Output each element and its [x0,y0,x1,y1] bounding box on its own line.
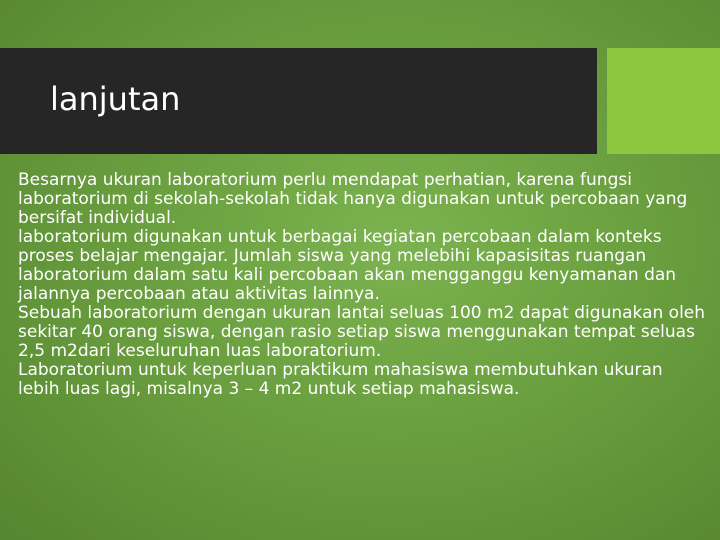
body-paragraph: laboratorium digunakan untuk berbagai kegiatan percobaan dalam konteks proses belajar mengajar. Jumlah siswa yang melebihi kapasisitas ruangan laboratorium dalam satu kali percobaan akan mengganggu kenyamanan dan jalannya percobaan atau aktivitas lainnya. [18,227,677,304]
body-paragraph: Laboratorium untuk keperluan praktikum mahasiswa membutuhkan ukuran lebih luas lagi, misalnya 3 – 4 m2 untuk setiap mahasiswa. [18,360,663,399]
slide-title: lanjutan [50,80,181,118]
body-paragraph: Besarnya ukuran laboratorium perlu mendapat perhatian, karena fungsi laboratorium di sekolah-sekolah tidak hanya digunakan untuk percobaan yang bersifat individual. [18,170,688,228]
slide-body [18,171,708,399]
body-paragraph: Sebuah laboratorium dengan ukuran lantai seluas 100 m2 dapat digunakan oleh sekitar 40 orang siswa, dengan rasio setiap siswa menggunakan tempat seluas 2,5 m2dari keseluruhan luas laboratorium. [18,303,706,361]
accent-square [607,48,720,154]
